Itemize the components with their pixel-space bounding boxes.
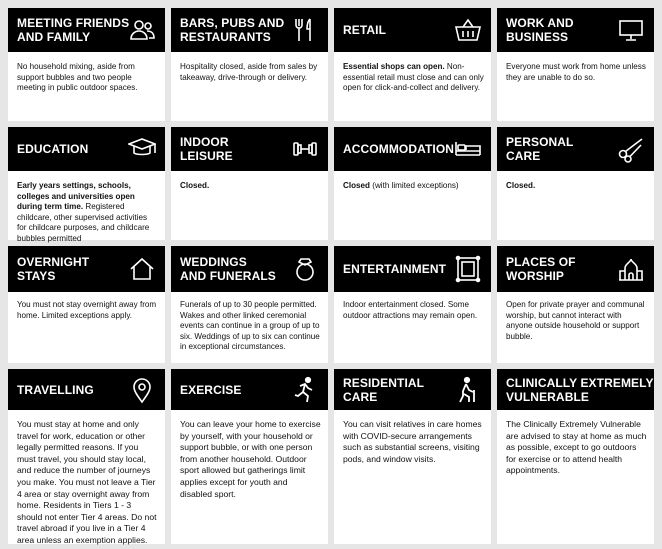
- card-text: You must not stay overnight away from home. Limited exceptions apply.: [17, 300, 157, 320]
- location-pin-icon: [128, 376, 156, 404]
- card-title: BARS, PUBS AND RESTAURANTS: [180, 16, 285, 44]
- elderly-person-icon: [454, 376, 482, 404]
- card-title: ACCOMMODATION: [343, 142, 455, 156]
- card-text: Closed.: [506, 181, 536, 190]
- card-header: [334, 8, 491, 52]
- card-header: [334, 369, 491, 410]
- card-title: RETAIL: [343, 23, 387, 37]
- card-education: [8, 127, 165, 243]
- card-text: Everyone must work from home unless they are unable to do so.: [506, 62, 646, 82]
- ring-icon: [291, 255, 319, 283]
- runner-icon: [291, 376, 319, 404]
- monitor-icon: [617, 16, 645, 44]
- card-header: [8, 246, 165, 292]
- card-places-of-worship: [497, 246, 654, 363]
- card-text: Indoor entertainment closed. Some outdoor attractions may remain open.: [343, 300, 478, 320]
- card-indoor-leisure: [171, 127, 328, 240]
- cutlery-icon: [291, 16, 319, 44]
- graduation-cap-icon: [128, 135, 156, 163]
- card-text: You can visit relatives in care homes with COVID-secure arrangements such as substantial screens, visiting pods, and window visits.: [343, 419, 482, 464]
- card-header: [497, 127, 654, 171]
- card-text: You can leave your home to exercise by yourself, with your household or support bubble, or with one person from another household. Outdoor sport allowed but gatherings limit applies except for youth and disabled sport.: [180, 419, 321, 499]
- card-title: WORK AND BUSINESS: [506, 16, 574, 44]
- card-bars: [171, 8, 328, 121]
- card-text: Closed.: [180, 181, 210, 190]
- card-title: OVERNIGHT STAYS: [17, 255, 90, 283]
- card-title: EXERCISE: [180, 382, 242, 397]
- shopping-basket-icon: [454, 16, 482, 44]
- card-title: ENTERTAINMENT: [343, 262, 447, 276]
- card-title: TRAVELLING: [17, 382, 94, 397]
- card-text: Essential shops can open. Non-essential retail must close and can only open for click-and-collect and delivery.: [343, 62, 484, 93]
- card-entertainment: [334, 246, 491, 363]
- card-title: PLACES OF WORSHIP: [506, 255, 576, 283]
- card-title: WEDDINGS AND FUNERALS: [180, 255, 276, 283]
- card-text: Open for private prayer and communal worship, but cannot interact with anyone outside household or support bubble.: [506, 300, 645, 341]
- card-header: [334, 246, 491, 292]
- card-residential-care: [334, 369, 491, 544]
- house-icon: [128, 255, 156, 283]
- card-text: You must stay at home and only travel for work, education or other legally permitted reasons. If you must travel, you should stay local, and reduce the number of journeys you make. You must not leave a Tier 4 area or stay overnight away from home. Residents in Tiers 1 - 3 should not enter Tier 4 areas. Do not travel abroad if you live in a Tier 4 area unless an exemption applies.: [17, 419, 157, 545]
- card-overnight-stays: [8, 246, 165, 363]
- card-text: Closed (with limited exceptions): [343, 181, 459, 190]
- card-header: [8, 8, 165, 52]
- card-meeting: [8, 8, 165, 121]
- place-of-worship-icon: [617, 255, 645, 283]
- card-header: [497, 8, 654, 52]
- card-header: [171, 8, 328, 52]
- card-title: INDOOR LEISURE: [180, 135, 233, 163]
- card-title: RESIDENTIAL CARE: [343, 375, 425, 404]
- card-header: [171, 369, 328, 410]
- card-work: [497, 8, 654, 121]
- card-text: Hospitality closed, aside from sales by takeaway, drive-through or delivery.: [180, 62, 318, 82]
- card-weddings: [171, 246, 328, 363]
- card-header: [334, 127, 491, 171]
- card-header: [497, 246, 654, 292]
- card-header: [171, 127, 328, 171]
- card-clinically-vulnerable: [497, 369, 654, 544]
- card-title: EDUCATION: [17, 142, 89, 156]
- card-title: CLINICALLY EXTREMELY VULNERABLE: [506, 375, 654, 404]
- picture-frame-icon: [454, 255, 482, 283]
- card-title: MEETING FRIENDS AND FAMILY: [17, 16, 130, 44]
- scissors-icon: [617, 135, 645, 163]
- card-title: PERSONAL CARE: [506, 135, 574, 163]
- card-text: No household mixing, aside from support bubbles and two people meeting in public outdoor spaces.: [17, 62, 138, 93]
- card-header: [8, 127, 165, 171]
- card-personal-care: [497, 127, 654, 240]
- card-accommodation: [334, 127, 491, 240]
- card-text: The Clinically Extremely Vulnerable are advised to stay at home as much as possible, except to go outdoors for exercise or to attend health appointments.: [506, 419, 647, 476]
- card-exercise: [171, 369, 328, 544]
- dumbbell-icon: [291, 135, 319, 163]
- card-travelling: [8, 369, 165, 544]
- bed-icon: [454, 135, 482, 163]
- card-text: Early years settings, schools, colleges and universities open during term time. Registered childcare, other supervised activities for childcare purposes, and childcare bubbles permitted: [17, 181, 150, 243]
- card-text: Funerals of up to 30 people permitted. Wakes and other linked ceremonial events can continue in a group of up to six. Weddings of up to six can continue in exceptional circumstances.: [180, 300, 320, 352]
- card-header: [8, 369, 165, 410]
- people-icon: [128, 16, 156, 44]
- card-header: [171, 246, 328, 292]
- card-header: [497, 369, 654, 410]
- card-retail: [334, 8, 491, 121]
